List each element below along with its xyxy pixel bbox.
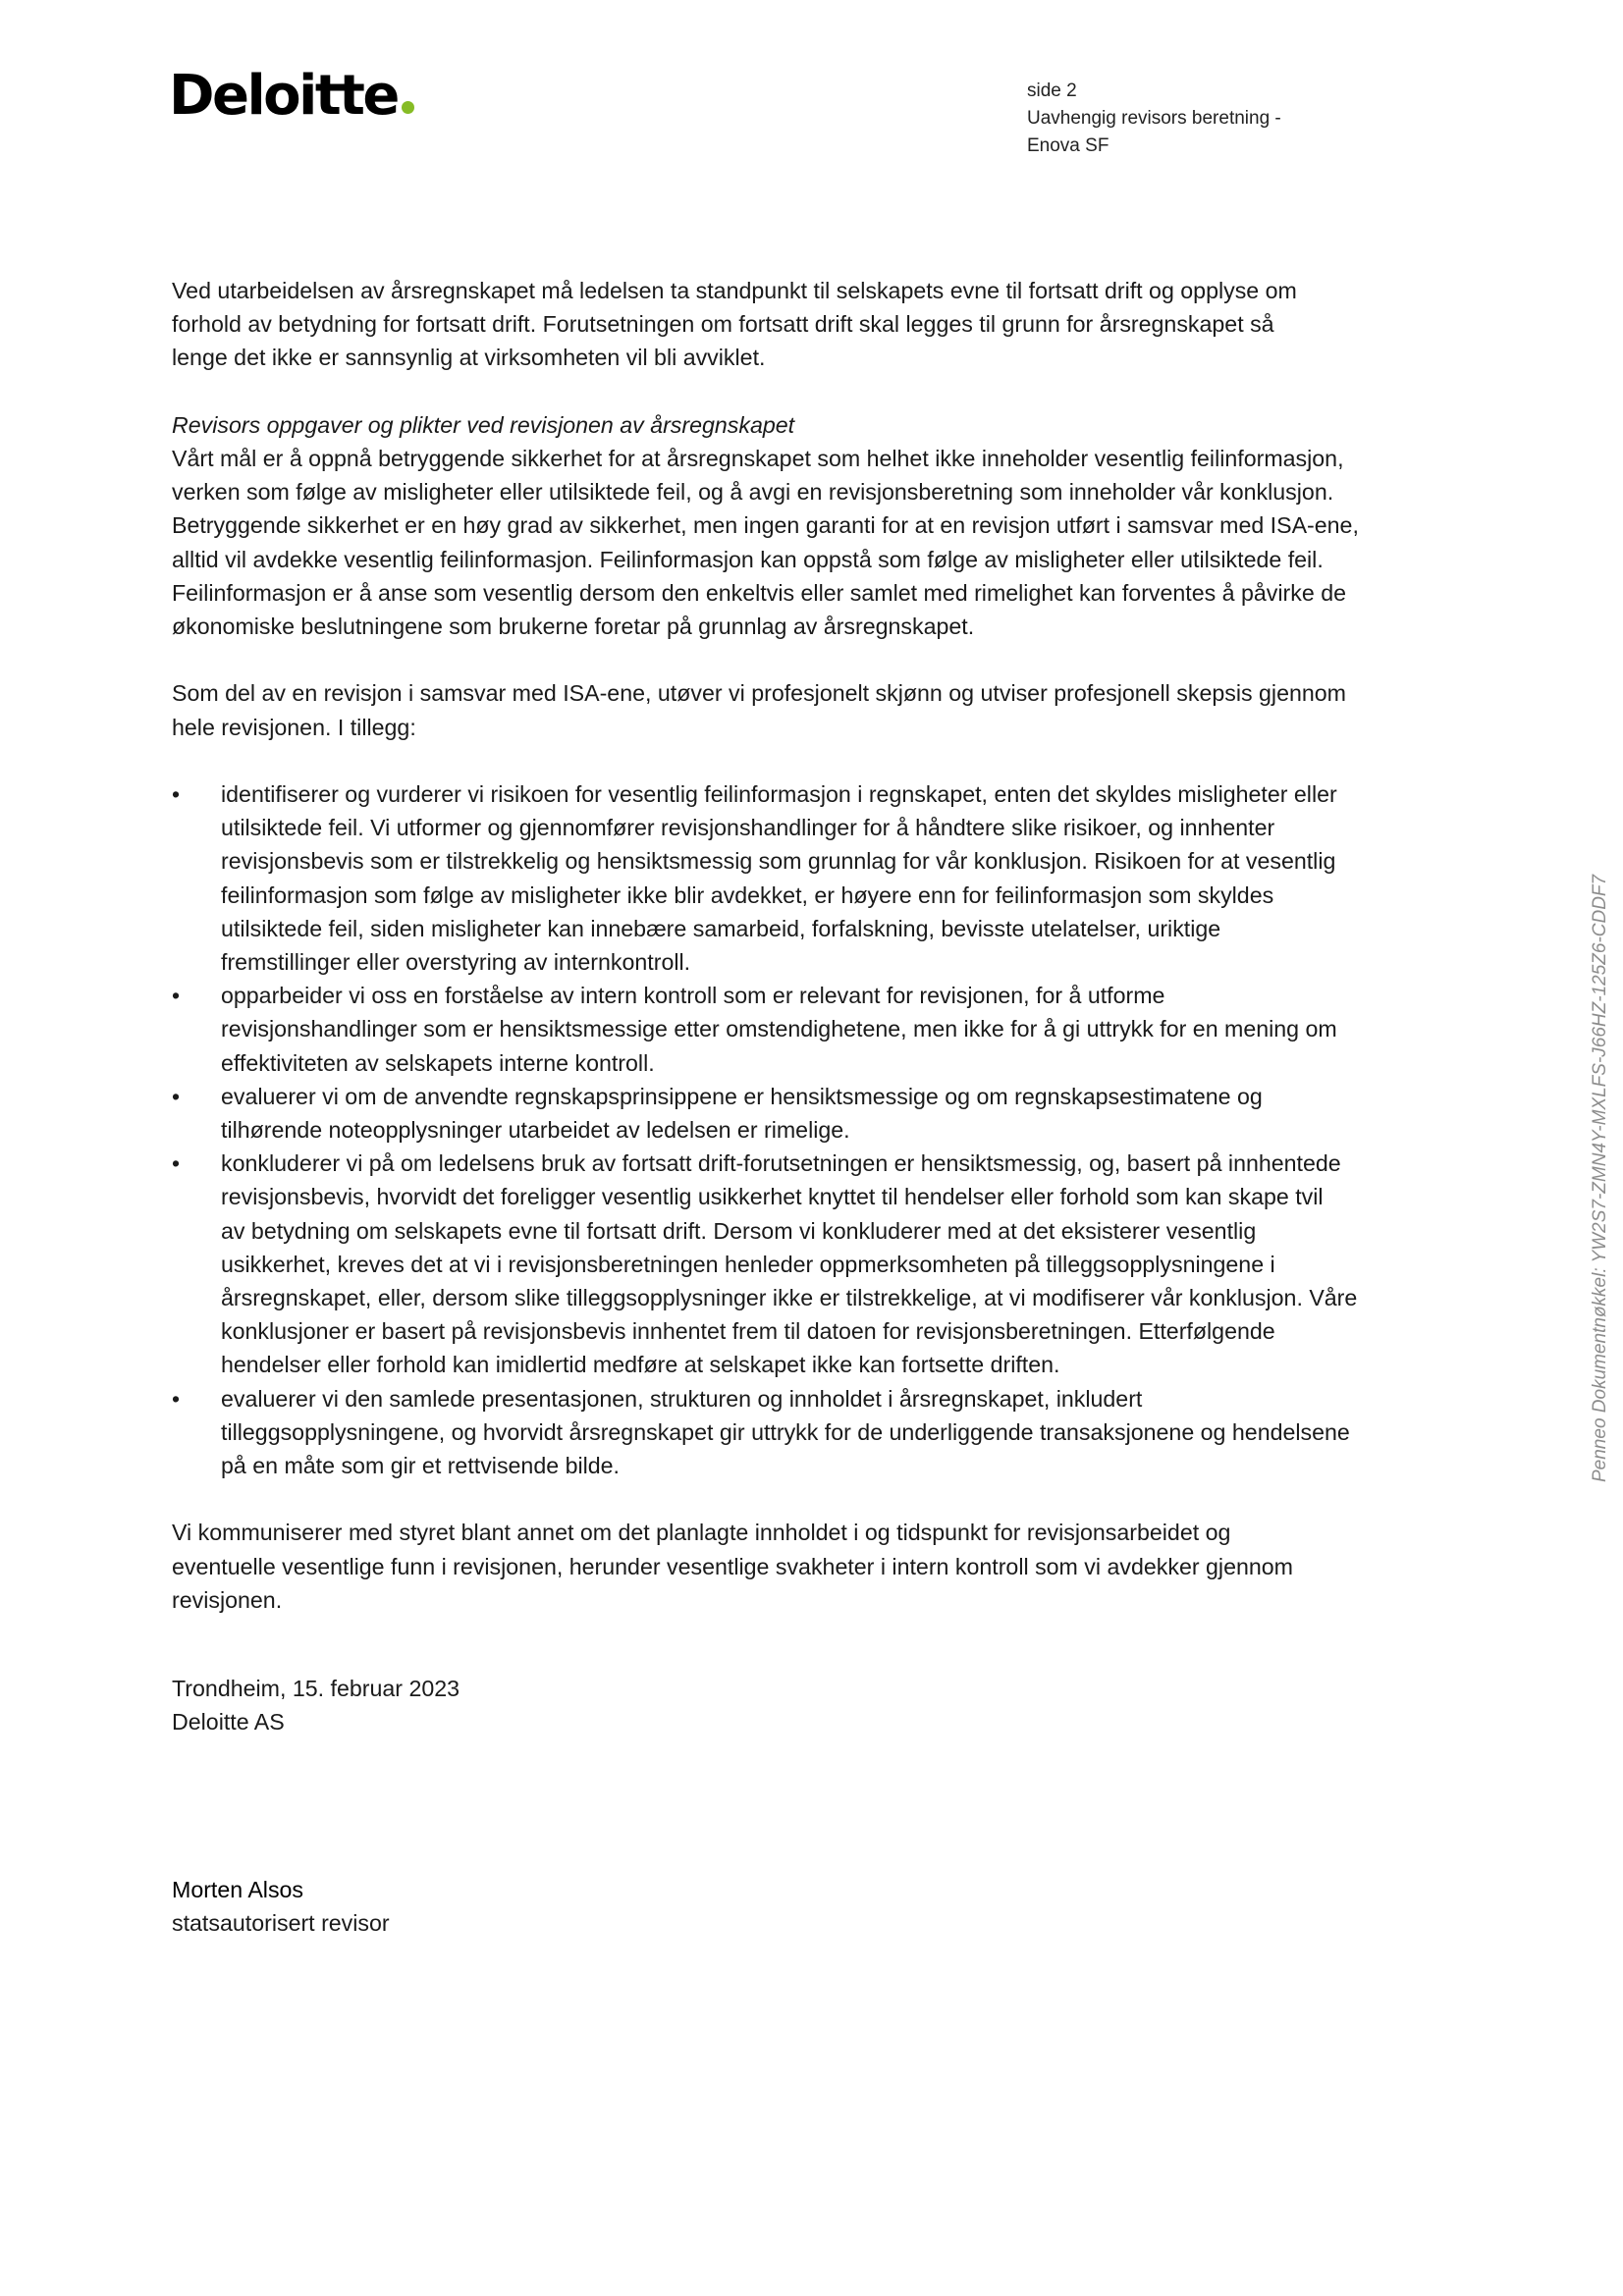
signer-block: [172, 1873, 390, 1940]
bullet-icon: •: [172, 1083, 181, 1109]
signer-name: Morten Alsos: [172, 1877, 304, 1902]
signer-title: statsautorisert revisor: [172, 1910, 390, 1937]
text-line: alltid vil avdekke vesentlig feilinformasjon. Feilinformasjon kan oppstå som følge av misligheter eller utilsiktede feil.: [172, 546, 1324, 572]
text-line: eventuelle vesentlige funn i revisjonen, herunder vesentlige svakheter i intern kontroll som vi avdekker gjennom: [172, 1553, 1293, 1579]
text-line: fremstillinger eller overstyring av internkontroll.: [221, 949, 691, 976]
text-line: Betryggende sikkerhet er en høy grad av sikkerhet, men ingen garanti for at en revisjon utført i samsvar med ISA-ene,: [172, 512, 1359, 539]
text-line: på en måte som gir et rettvisende bilde.: [221, 1453, 620, 1479]
text-line: Som del av en revisjon i samsvar med ISA-ene, utøver vi profesjonelt skjønn og utviser profesjonell skepsis gjennom: [172, 680, 1346, 707]
text-line: utilsiktede feil. Vi utformer og gjennomfører revisjonshandlinger for å håndtere slike risikoer, og innhenter: [221, 815, 1275, 841]
page-number: side 2: [1027, 80, 1077, 101]
section-heading: Revisors oppgaver og plikter ved revisjonen av årsregnskapet: [172, 411, 795, 438]
list-item: [172, 1147, 1478, 1381]
logo-green-dot-icon: [402, 101, 414, 114]
bullet-icon: •: [172, 1385, 181, 1412]
audit-firm-name: Deloitte AS: [172, 1709, 285, 1735]
text-line: revisjonsbevis, hvorvidt det foreligger vesentlig usikkerhet knyttet til hendelser eller forhold som kan skape tvil: [221, 1184, 1324, 1210]
list-item: [172, 979, 1478, 1080]
text-line: forhold av betydning for fortsatt drift. Forutsetningen om fortsatt drift skal legges til grunn for årsregnskapet så: [172, 311, 1274, 338]
bullet-icon: •: [172, 781, 181, 807]
text-line: revisjonsbevis som er tilstrekkelig og hensiktsmessig som grunnlag for vår konklusjon. Risikoen for at vesentlig: [221, 848, 1336, 875]
text-line: Feilinformasjon er å anse som vesentlig dersom den enkeltvis eller samlet med rimelighet kan forventes å påvirke de: [172, 579, 1347, 606]
deloitte-logo: [169, 64, 414, 128]
text-line: feilinformasjon som følge av misligheter ikke blir avdekket, er høyere enn for feilinformasjon som skyldes: [221, 881, 1274, 908]
document-title-line-2: Enova SF: [1027, 135, 1109, 156]
isa-paragraph: [172, 676, 1478, 743]
logo-wordmark: Deloitte: [169, 64, 398, 128]
text-line: revisjonshandlinger som er hensiktsmessige etter omstendighetene, men ikke for å gi uttrykk for en mening om: [221, 1016, 1337, 1042]
going-concern-paragraph: [172, 274, 1478, 375]
communication-paragraph: [172, 1516, 1478, 1617]
list-item: [172, 1080, 1478, 1147]
text-line: konklusjoner er basert på revisjonsbevis innhentet frem til datoen for revisjonsberetningen. Etterfølgende: [221, 1318, 1275, 1345]
text-line: verken som følge av misligheter eller utilsiktede feil, og å avgi en revisjonsberetning som inneholder vår konklusjon.: [172, 479, 1334, 506]
text-line: identifiserer og vurderer vi risikoen for vesentlig feilinformasjon i regnskapet, enten det skyldes misligheter eller: [221, 781, 1337, 807]
text-line: tilleggsopplysningene, og hvorvidt årsregnskapet gir uttrykk for de underliggende transaksjonene og hendelsene: [221, 1418, 1350, 1445]
text-line: Ved utarbeidelsen av årsregnskapet må ledelsen ta standpunkt til selskapets evne til fortsatt drift og opplyse om: [172, 278, 1297, 303]
penneo-document-key-stamp: Penneo Dokumentnøkkel: YW2S7-ZMN4Y-MXLFS-J66HZ-125Z6-CDDF7: [1590, 874, 1610, 1482]
text-line: økonomiske beslutningene som brukerne foretar på grunnlag av årsregnskapet.: [172, 614, 975, 640]
text-line: årsregnskapet, eller, dersom slike tilleggsopplysninger ikke er tilstrekkelige, at vi modifiserer vår konklusjon. Våre: [221, 1285, 1358, 1311]
page-header-meta: [1027, 78, 1281, 160]
document-title-line-1: Uavhengig revisors beretning -: [1027, 108, 1281, 129]
text-line: effektiviteten av selskapets interne kontroll.: [221, 1049, 655, 1076]
text-line: konkluderer vi på om ledelsens bruk av fortsatt drift-forutsetningen er hensiktsmessig, og, basert på innhentede: [221, 1150, 1341, 1177]
bullet-icon: •: [172, 1150, 181, 1177]
text-line: lenge det ikke er sannsynlig at virksomheten vil bli avviklet.: [172, 345, 766, 371]
text-line: utilsiktede feil, siden misligheter kan innebære samarbeid, forfalskning, bevisste utelatelser, uriktige: [221, 915, 1221, 941]
text-line: evaluerer vi den samlede presentasjonen, strukturen og innholdet i årsregnskapet, inkludert: [221, 1385, 1143, 1412]
text-line: tilhørende noteopplysninger utarbeidet av ledelsen er rimelige.: [221, 1117, 850, 1144]
text-line: evaluerer vi om de anvendte regnskapsprinsippene er hensiktsmessige og om regnskapsestimatene og: [221, 1083, 1263, 1109]
signature-place-date: [172, 1672, 460, 1738]
text-line: opparbeider vi oss en forståelse av intern kontroll som er relevant for revisjonen, for å utforme: [221, 983, 1165, 1009]
text-line: revisjonen.: [172, 1586, 283, 1613]
document-body: [172, 274, 1478, 1617]
bullet-icon: •: [172, 983, 181, 1009]
list-item: [172, 1382, 1478, 1483]
place-and-date: Trondheim, 15. februar 2023: [172, 1676, 460, 1701]
list-item: [172, 777, 1478, 979]
text-line: hele revisjonen. I tillegg:: [172, 714, 416, 740]
text-line: Vårt mål er å oppnå betryggende sikkerhet for at årsregnskapet som helhet ikke inneholder vesentlig feilinformasjon,: [172, 446, 1344, 471]
text-line: av betydning om selskapets evne til fortsatt drift. Dersom vi konkluderer med at det eksisterer vesentlig: [221, 1217, 1257, 1244]
auditor-objective-paragraph: [172, 442, 1478, 643]
audit-procedures-list: [172, 777, 1478, 1482]
text-line: hendelser eller forhold kan imidlertid medføre at selskapet ikke kan fortsette driften.: [221, 1352, 1060, 1378]
text-line: Vi kommuniserer med styret blant annet om det planlagte innholdet i og tidspunkt for revisjonsarbeidet og: [172, 1520, 1231, 1546]
text-line: usikkerhet, kreves det at vi i revisjonsberetningen henleder oppmerksomheten på tilleggsopplysningene i: [221, 1251, 1275, 1277]
